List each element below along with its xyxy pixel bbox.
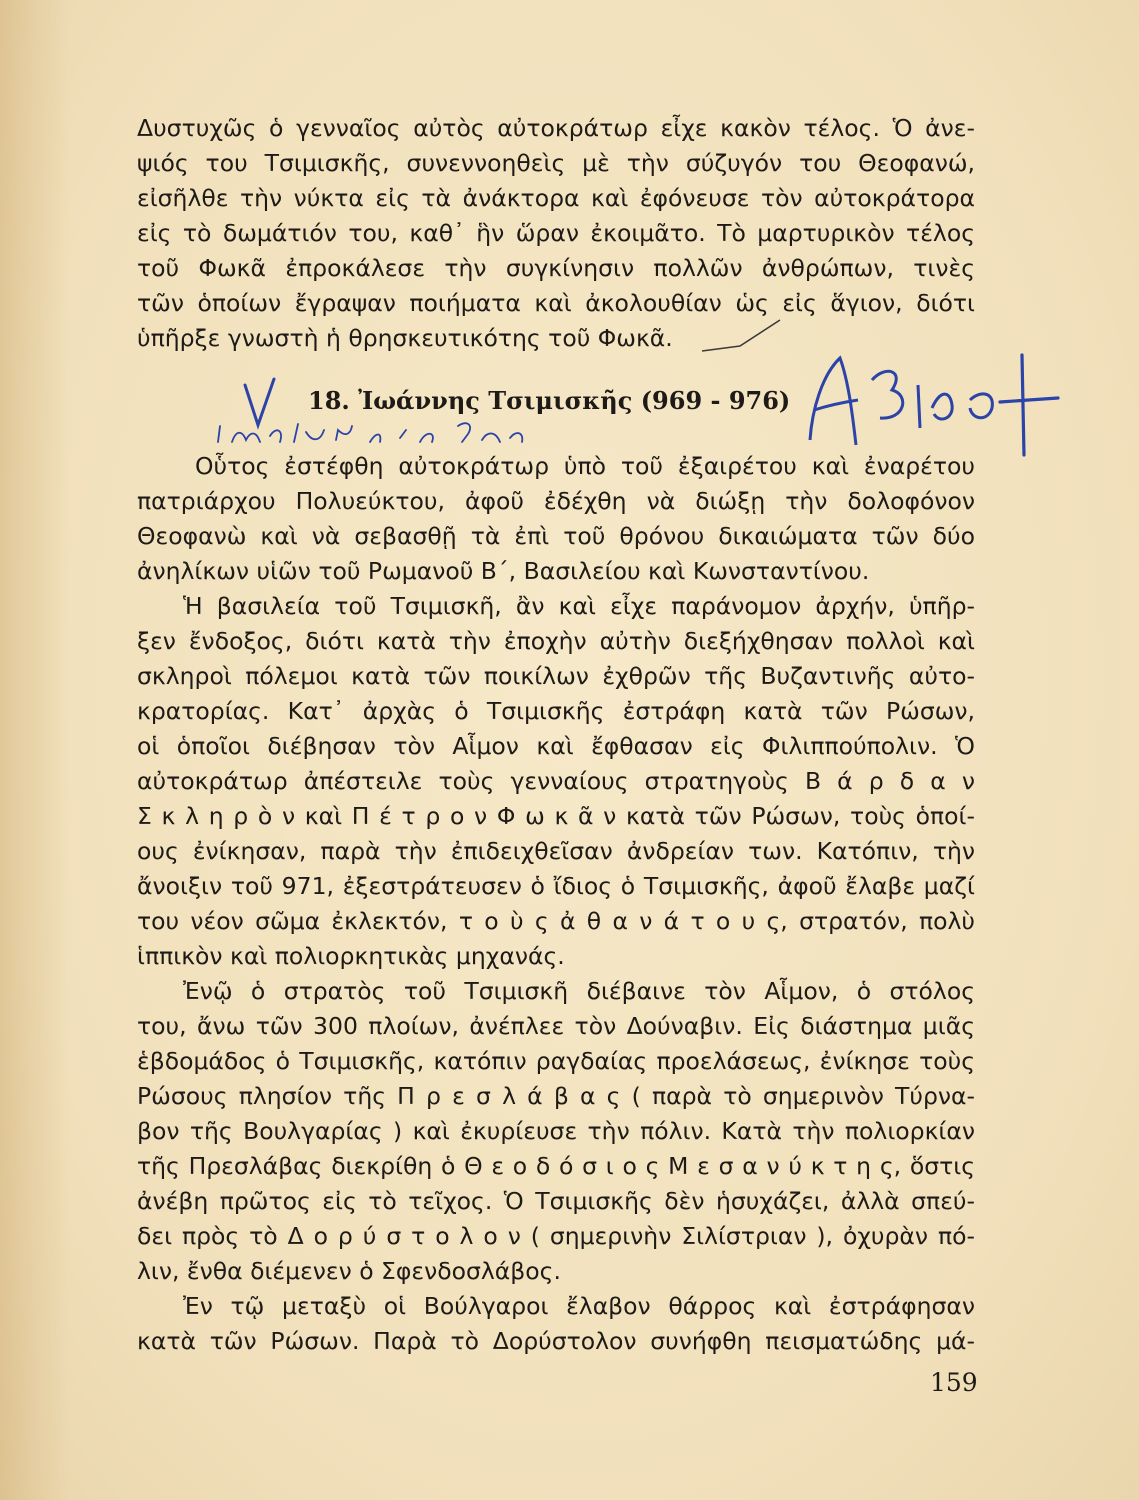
paper-stain xyxy=(0,0,70,1500)
text-line: οἱ ὁποῖοι διέβησαν τὸν Αἷμον καὶ ἔφθασαν εἰς Φιλιππούπολιν. Ὁ xyxy=(137,732,975,760)
text-line: ἱππικὸν καὶ πολιορκητικὰς μηχανάς. xyxy=(137,942,565,970)
text-line: εἰς τὸ δωμάτιόν του, καθ᾽ ἣν ὥραν ἐκοιμᾶτο. Τὸ μαρτυρικὸν τέλος xyxy=(137,219,975,247)
handwritten-note-under-heading xyxy=(210,412,550,452)
text-line: ξεν ἔνδοξος, διότι κατὰ τὴν ἐποχὴν αὐτὴν διεξήχθησαν πολλοὶ καὶ xyxy=(137,627,975,655)
text-line: ψιός του Τσιμισκῆς, συνεννοηθεὶς μὲ τὴν σύζυγόν του Θεοφανώ, xyxy=(137,149,975,177)
text-line: ἑβδομάδος ὁ Τσιμισκῆς, κατόπιν ραγδαίας προελάσεως, ἐνίκησε τοὺς xyxy=(137,1047,975,1075)
text-line: Δυστυχῶς ὁ γενναῖος αὐτὸς αὐτοκράτωρ εἶχε κακὸν τέλος. Ὁ ἀνε- xyxy=(137,114,975,142)
text-line: βον τῆς Βουλγαρίας ) καὶ ἐκυρίευσε τὴν πόλιν. Κατὰ τὴν πολιορκίαν xyxy=(137,1117,975,1145)
text-line: ἀνηλίκων υἱῶν τοῦ Ρωμανοῦ Β΄, Βασιλείου καὶ Κωνσταντίνου. xyxy=(137,557,870,585)
text-line: Ἐν τῷ μεταξὺ οἱ Βούλγαροι ἔλαβον θάρρος καὶ ἐστράφησαν xyxy=(183,1292,975,1320)
text-line: του, ἄνω τῶν 300 πλοίων, ἀνέπλεε τὸν Δούναβιν. Εἰς διάστημα μιᾶς xyxy=(137,1012,975,1040)
text-line: ους ἐνίκησαν, παρὰ τὴν ἐπιδειχθεῖσαν ἀνδρείαν των. Κατόπιν, τὴν xyxy=(137,837,975,865)
text-line: κατὰ τῶν Ρώσων. Παρὰ τὸ Δορύστολον συνήφθη πεισματώδης μά- xyxy=(137,1327,975,1355)
text-line: του νέον σῶμα ἐκλεκτόν, τ ο ὺ ς ἀ θ α ν ά τ ο υ ς, στρατόν, πολὺ xyxy=(137,907,975,935)
text-line: Ἡ βασιλεία τοῦ Τσιμισκῆ, ἂν καὶ εἶχε παράνομον ἀρχήν, ὑπῆρ- xyxy=(183,592,975,620)
text-line: τῆς Πρεσλάβας διεκρίθη ὁ Θ ε ο δ ό σ ι ο ς Μ ε σ α ν ύ κ τ η ς, ὅστις xyxy=(137,1152,975,1180)
text-line: λιν, ἔνθα διέμενεν ὁ Σφενδοσλάβος. xyxy=(137,1257,561,1285)
text-line: δει πρὸς τὸ Δ ο ρ ύ σ τ ο λ ο ν ( σημερινὴν Σιλίστριαν ), ὀχυρὰν πό- xyxy=(137,1222,975,1250)
text-line: Ρώσους πλησίον τῆς Π ρ ε σ λ ά β α ς ( παρὰ τὸ σημερινὸν Τύρνα- xyxy=(137,1082,975,1110)
text-line: σκληροὶ πόλεμοι κατὰ τῶν ποικίλων ἐχθρῶν τῆς Βυζαντινῆς αὐτο- xyxy=(137,662,975,690)
text-line: εἰσῆλθε τὴν νύκτα εἰς τὰ ἀνάκτορα καὶ ἐφόνευσε τὸν αὐτοκράτορα xyxy=(137,184,975,212)
pen-stroke xyxy=(700,318,790,358)
text-line: τοῦ Φωκᾶ ἐπροκάλεσε τὴν συγκίνησιν πολλῶν ἀνθρώπων, τινὲς xyxy=(137,254,975,282)
text-line: Οὗτος ἐστέφθη αὐτοκράτωρ ὑπὸ τοῦ ἐξαιρέτου καὶ ἐναρέτου xyxy=(195,452,975,480)
page-number: 159 xyxy=(930,1368,978,1397)
text-line: τῶν ὁποίων ἔγραψαν ποιήματα καὶ ἀκολουθίαν ὡς εἰς ἅγιον, διότι xyxy=(137,289,975,317)
text-line: ὑπῆρξε γνωστὴ ἡ θρησκευτικότης τοῦ Φωκᾶ. xyxy=(137,324,673,352)
text-line: ἄνοιξιν τοῦ 971, ἐξεστράτευσεν ὁ ἴδιος ὁ Τσιμισκῆς, ἀφοῦ ἔλαβε μαζί xyxy=(137,872,975,900)
text-line: αὐτοκράτωρ ἀπέστειλε τοὺς γενναίους στρατηγοὺς Β ά ρ δ α ν xyxy=(137,767,975,795)
text-line: Ἐνῷ ὁ στρατὸς τοῦ Τσιμισκῆ διέβαινε τὸν Αἷμον, ὁ στόλος xyxy=(183,977,975,1005)
text-line: πατριάρχου Πολυεύκτου, ἀφοῦ ἐδέχθη νὰ διώξῃ τὴν δολοφόνον xyxy=(137,487,975,515)
text-line: κρατορίας. Κατ᾽ ἀρχὰς ὁ Τσιμισκῆς ἐστράφη κατὰ τῶν Ρώσων, xyxy=(137,697,975,725)
handwritten-note-right xyxy=(800,350,1060,460)
text-line: Θεοφανὼ καὶ νὰ σεβασθῇ τὰ ἐπὶ τοῦ θρόνου δικαιώματα τῶν δύο xyxy=(137,522,975,550)
text-line: ἀνέβη πρῶτος εἰς τὸ τεῖχος. Ὁ Τσιμισκῆς δὲν ἡσυχάζει, ἀλλὰ σπεύ- xyxy=(137,1187,975,1215)
text-line: Σ κ λ η ρ ὸ ν καὶ Π έ τ ρ ο ν Φ ω κ ᾶ ν κατὰ τῶν Ρώσων, τοὺς ὁποί- xyxy=(137,802,975,830)
section-heading: 18. Ἰωάννης Τσιμισκῆς (969 - 976) xyxy=(308,386,791,415)
